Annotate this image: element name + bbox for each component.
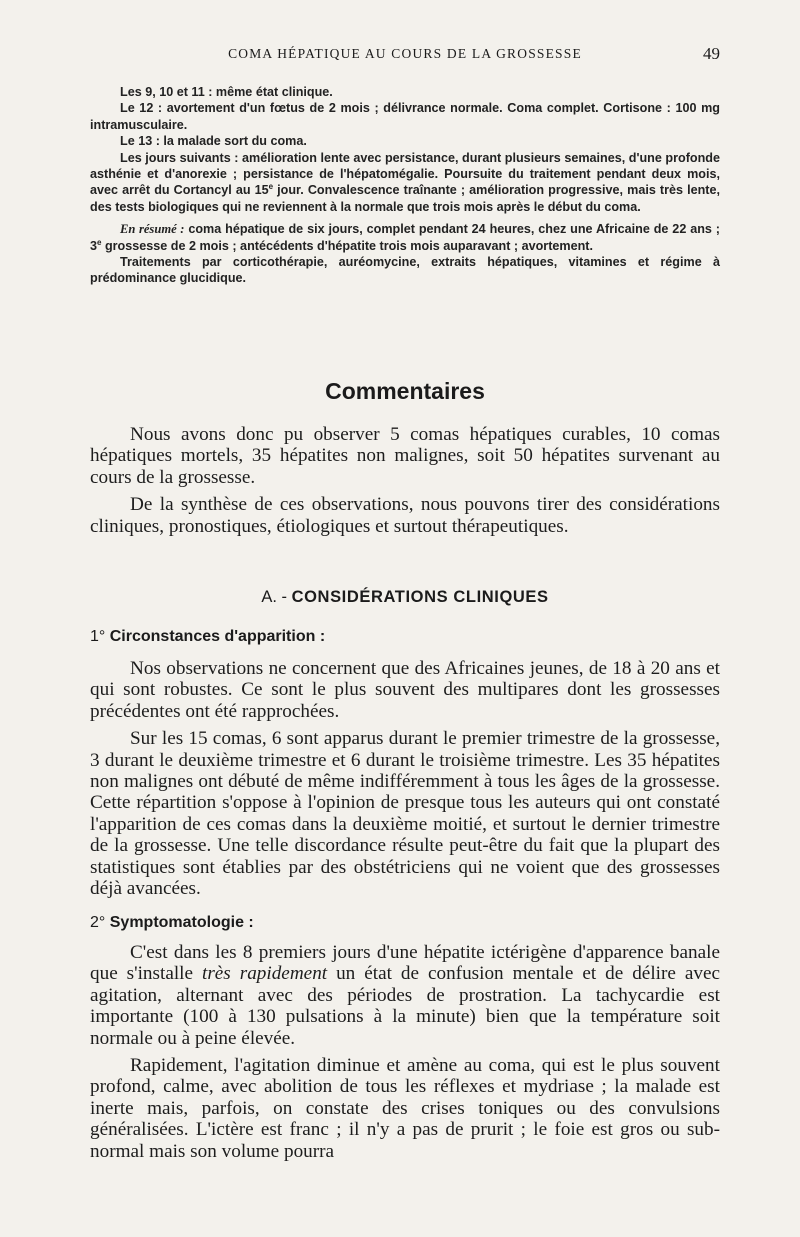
summary-text: grossesse de 2 mois ; antécédents d'hépatite trois mois auparavant ; avortement. xyxy=(101,238,593,253)
case-note-text: Les jours suivants : amélioration lente avec persistance, durant plusieurs semaines, d'une profonde asthénie et d'anorexie ; persistance de l'hépatomégalie. Poursuite du traitement pendant deux mois, avec arrêt du Cortancyl au 15 xyxy=(90,150,720,198)
body-paragraph: Nos observations ne concernent que des Africaines jeunes, de 18 à 20 ans et qui sont robustes. Ce sont le plus souvent des multipares dont les grossesses précédentes ont été rapprochées. xyxy=(90,658,720,722)
commentaires-body xyxy=(90,424,720,537)
section-a-title: CONSIDÉRATIONS CLINIQUES xyxy=(291,588,549,606)
summary-text: coma hépatique de six jours, complet pendant 24 heures, chez une Africaine de 22 ans ; 3 xyxy=(90,222,720,253)
running-title: COMA HÉPATIQUE AU COURS DE LA GROSSESSE xyxy=(228,46,582,61)
section-a-heading xyxy=(90,588,720,607)
subheading-circonstances xyxy=(90,628,325,646)
case-note-paragraph xyxy=(90,150,720,216)
body-paragraph: De la synthèse de ces observations, nous pouvons tirer des considérations cliniques, pronostiques, étiologiques et surtout thérapeutiques. xyxy=(90,494,720,537)
subheading-title: Symptomatologie : xyxy=(109,914,254,931)
body-paragraph: Rapidement, l'agitation diminue et amène au coma, qui est le plus souvent profond, calme, avec abolition de tous les réflexes et mydriase ; la malade est inerte mais, parfois, on constate des crises toniques ou des convulsions généralisées. L'ictère est franc ; il n'y a pas de prurit ; le foie est gros ou sub-normal mais son volume pourra xyxy=(90,1055,720,1162)
case-note-paragraph: Traitements par corticothérapie, auréomycine, extraits hépatiques, vitamines et régime à prédominance glucidique. xyxy=(90,255,720,286)
superscript: e xyxy=(97,237,102,247)
emphasis-text: très rapidement xyxy=(201,963,328,985)
section-a-letter: A. - xyxy=(261,588,288,606)
body-paragraph xyxy=(90,942,720,1049)
body-text: C'est dans les 8 premiers jours d'une hépatite ictérigène d'apparence banale que s'installe xyxy=(90,942,720,985)
case-note-text: jour. Convalescence traînante ; amélioration progressive, mais très lente, des tests biologiques qui ne reviennent à la normale que trois mois après le début du coma. xyxy=(90,183,720,214)
subheading-number: 1° xyxy=(90,628,106,645)
commentaires-title: Commentaires xyxy=(325,378,485,404)
symptomatologie-body xyxy=(90,942,720,1162)
body-paragraph: Sur les 15 comas, 6 sont apparus durant le premier trimestre de la grossesse, 3 durant le deuxième trimestre et 6 durant le troisième trimestre. Les 35 hépatites non malignes ont débuté de même indifféremment à tous les âges de la grossesse. Cette répartition s'oppose à l'opinion de presque tous les auteurs qui ont constaté l'apparition de ces comas dans la deuxième moitié, et surtout le dernier trimestre de la grossesse. Une telle discordance résulte peut-être du fait que la plupart des statistiques sont établies par des obstétriciens qui ne voient que des grossesses déjà avancées. xyxy=(90,728,720,900)
superscript: e xyxy=(268,182,274,192)
subheading-symptomatologie xyxy=(90,914,254,932)
case-note-paragraph: Le 12 : avortement d'un fœtus de 2 mois ; délivrance normale. Coma complet. Cortisone : 100 mg intramusculaire. xyxy=(90,101,720,132)
running-head xyxy=(90,46,720,68)
summary-label: En résumé : xyxy=(120,222,185,237)
body-text: un état de confusion mentale et de délire avec agitation, alternant avec des périodes de prostration. La tachycardie est importante (100 à 130 pulsations à la minute) bien que la température soit normale ou à peine élevée. xyxy=(90,963,720,1049)
subheading-title: Circonstances d'apparition : xyxy=(109,628,326,645)
case-note-paragraph: Les 9, 10 et 11 : même état clinique. xyxy=(120,85,333,99)
body-paragraph: Nous avons donc pu observer 5 comas hépatiques curables, 10 comas hépatiques mortels, 35 hépatites non malignes, soit 50 hépatites survenant au cours de la grossesse. xyxy=(90,424,720,488)
summary-paragraph xyxy=(90,221,720,254)
circonstances-body xyxy=(90,658,720,899)
case-notes xyxy=(90,84,720,287)
case-note-paragraph: Le 13 : la malade sort du coma. xyxy=(120,134,307,149)
subheading-number: 2° xyxy=(90,914,106,931)
page-number: 49 xyxy=(703,44,720,63)
